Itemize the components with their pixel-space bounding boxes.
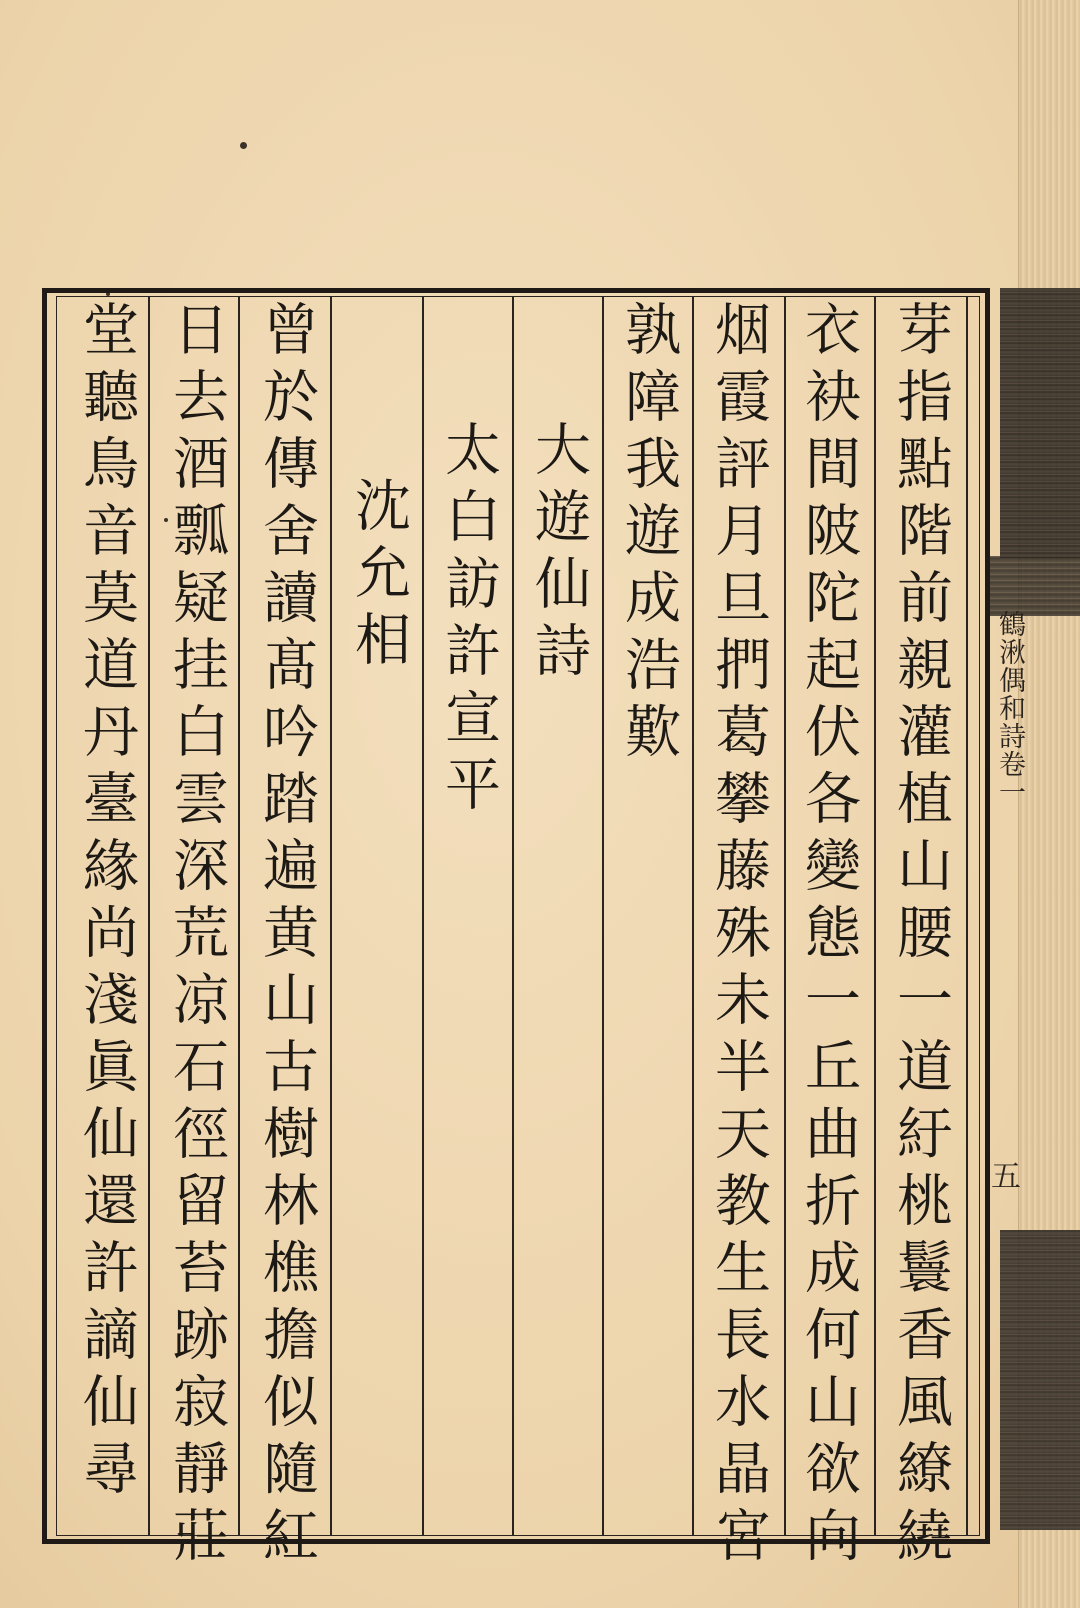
column-rule	[148, 296, 150, 1536]
text-column-8: 曾於傳舍讀髙吟踏遍黄山古樹林樵擔似隨紅	[254, 300, 319, 1573]
column-rule	[602, 296, 604, 1536]
poem-heading: 大遊仙詩	[526, 420, 591, 688]
text-column-3: 烟霞評月旦捫葛攀藤殊未半天教生長水晶宮	[706, 300, 771, 1573]
poem-title: 太白訪許宣平	[436, 420, 501, 822]
column-rule	[330, 296, 332, 1536]
text-column-9: 日去酒瓢疑挂白雲深荒凉石徑留苔跡寂靜莊	[164, 300, 229, 1573]
column-rule	[512, 296, 514, 1536]
column-rule	[784, 296, 786, 1536]
author-name: 沈允相	[346, 476, 411, 677]
text-column-4: 孰障我遊成浩歎	[616, 300, 681, 769]
text-column-1: 芽指點階前親灌植山腰一道紆桃鬟香風繚繞	[888, 300, 953, 1573]
text-column-2: 衣袂間陂陀起伏各變態一丘曲折成何山欲向	[796, 300, 861, 1573]
folio-number: 五	[985, 1160, 1020, 1190]
column-rule	[238, 296, 240, 1536]
column-rule	[874, 296, 876, 1536]
ink-speck	[240, 142, 247, 149]
fold-column	[992, 296, 1018, 1536]
column-rule	[422, 296, 424, 1536]
column-rule	[692, 296, 694, 1536]
running-title: 鶴湫偶和詩卷一	[994, 610, 1025, 806]
column-rule	[966, 296, 968, 1536]
text-column-10: 堂聽鳥音莫道丹臺緣尚淺眞仙還許謫仙尋	[74, 300, 139, 1506]
